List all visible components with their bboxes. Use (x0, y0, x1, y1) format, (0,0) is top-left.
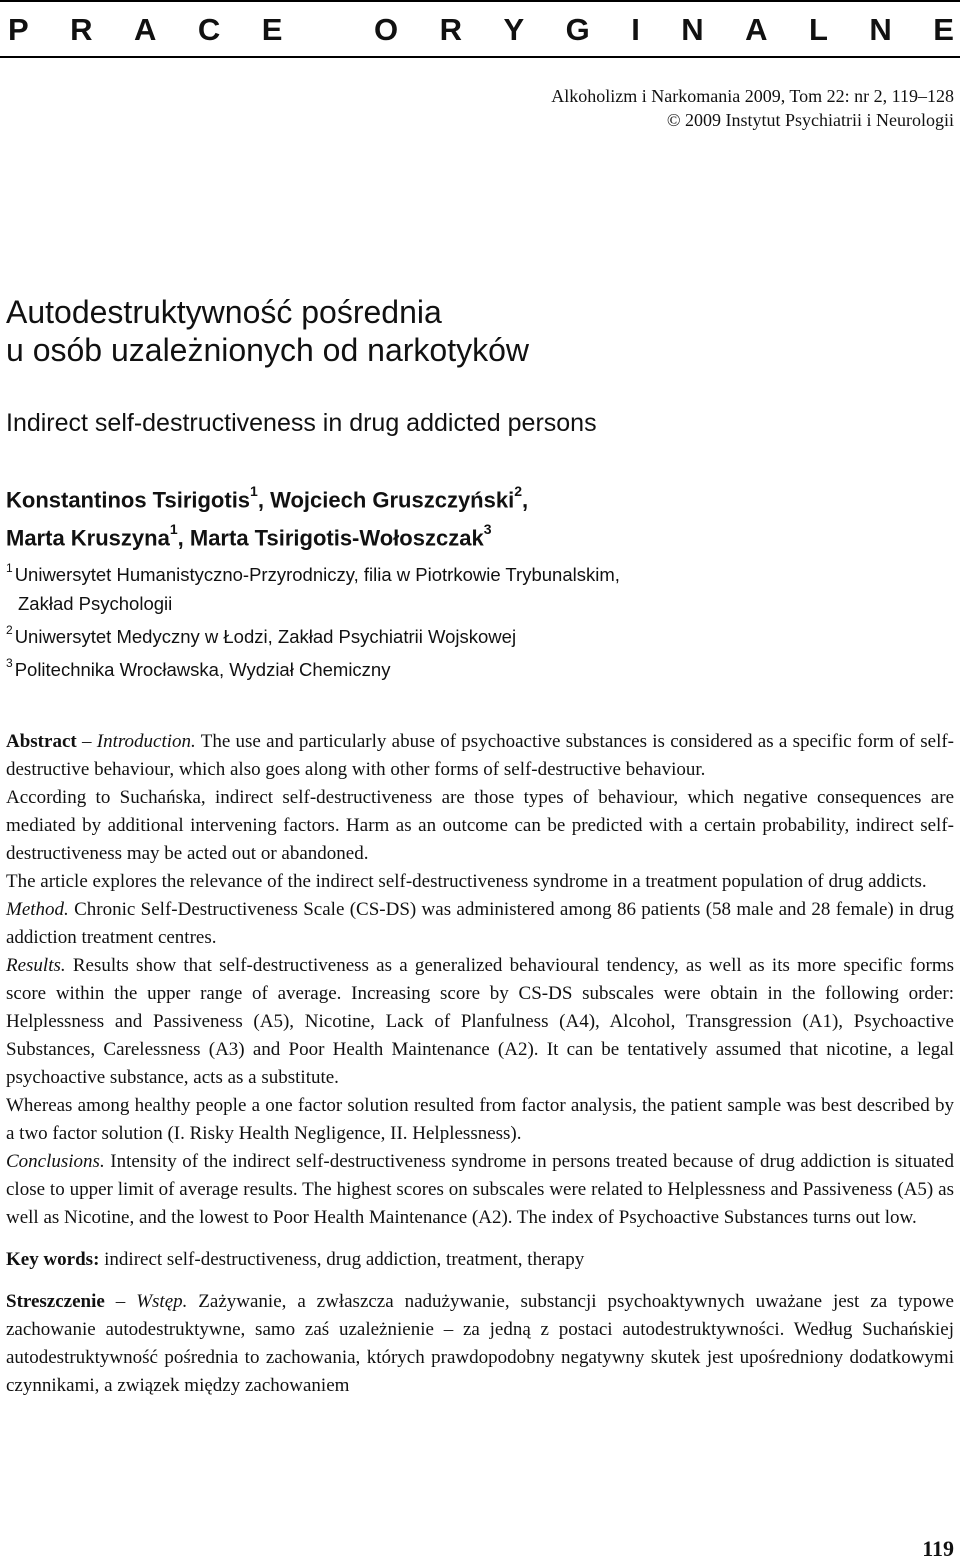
section-letter: E (261, 12, 283, 47)
section-letter: O (373, 12, 399, 47)
streszczenie-paragraph (6, 1288, 954, 1400)
section-letter: Y (503, 12, 525, 47)
abstract-dash: – (76, 731, 97, 752)
affiliation-text: Uniwersytet Medyczny w Łodzi, Zakład Psychiatrii Wojskowej (14, 626, 517, 648)
method-text: Chronic Self-Destructiveness Scale (CS-DS) was administered among 86 patients (58 male and 28 female) in drug addiction treatment centres. (6, 899, 954, 948)
affiliation-number: 3 (6, 656, 13, 671)
abstract (6, 728, 954, 1400)
author-name: Konstantinos Tsirigotis (6, 487, 251, 513)
method-label: Method. (6, 899, 69, 920)
author-list (6, 478, 906, 555)
page-number: 119 (922, 1536, 954, 1561)
abstract-intro-paragraph (6, 728, 954, 784)
affiliation-text: Uniwersytet Humanistyczno-Przyrodniczy, filia w Piotrkowie Trybunalskim, (14, 564, 620, 586)
author-affiliation-mark: 1 (169, 521, 178, 538)
affiliation-text: Politechnika Wrocławska, Wydział Chemiczny (14, 659, 391, 681)
author-name: Marta Tsirigotis-Wołoszczak (189, 525, 484, 551)
section-label (8, 13, 954, 47)
conclusions-label: Conclusions. (6, 1151, 105, 1172)
journal-info (551, 84, 954, 132)
section-letter-gap (324, 13, 333, 47)
section-letter: G (565, 12, 590, 47)
conclusions-text: Intensity of the indirect self-destructiveness syndrome in persons treated because of drug addiction is situated close to upper limit of average results. The highest scores on subscales were related to Helplessness and Passiveness (A5) as well as Nicotine, and the lowest to Poor Health Maintenance (A2). The index of Psychoactive Substances turns out low. (6, 1151, 954, 1228)
affiliation-list (6, 556, 906, 684)
keywords (6, 1246, 954, 1274)
results-text: Results show that self-destructiveness as a generalized behavioural tendency, as well as its more specific forms score within the upper range of average. Increasing score by CS-DS subscales were obtain in the following order: Helplessness and Passiveness (A5), Nicotine, Lack of Planfulness (A4), Alcohol, Transgression (A1), Psychoactive Substances, Carelessness (A3) and Poor Health Maintenance (A2). It can be tentatively assumed that nicotine, a legal psychoactive substance, acts as a substitute. (6, 955, 954, 1088)
article-title (6, 293, 906, 369)
affiliation-number: 1 (6, 561, 13, 575)
journal-copyright: © 2009 Instytut Psychiatrii i Neurologii (666, 110, 954, 130)
author-affiliation-mark: 2 (514, 483, 523, 499)
abstract-paragraph: The article explores the relevance of the indirect self-destructiveness syndrome in a treatment population of drug addicts. (6, 871, 927, 892)
section-letter: C (197, 12, 221, 47)
affiliation-item (6, 556, 906, 589)
section-letter: R (439, 12, 462, 47)
section-letter: E (933, 12, 954, 47)
section-letter: N (681, 12, 704, 47)
conclusions-paragraph (6, 1148, 954, 1232)
affiliation-item (6, 651, 906, 684)
streszczenie-text: Zażywanie, a zwłaszcza nadużywanie, substancji psychoaktywnych uważane jest za typowe zachowanie autodestruktywne, samo zaś uzależnienie – za jedną z postaci autodestruktywności. Według Suchańskiej autodestruktywność pośrednia to zachowania, których prawdopodobny negatywny skutek jest upośredniony dodatkowymi czynnikami, a związek między zachowaniem (6, 1291, 954, 1396)
section-letter: N (869, 12, 892, 47)
author-name: Marta Kruszyna (6, 525, 170, 551)
author-affiliation-mark: 1 (250, 483, 258, 499)
author-line-2 (6, 516, 906, 554)
article-subtitle: Indirect self-destructiveness in drug addicted persons (6, 409, 597, 437)
author-separator: , (257, 487, 271, 513)
abstract-label: Abstract (6, 731, 77, 752)
author-affiliation-mark: 3 (483, 521, 492, 538)
keywords-label: Key words: (6, 1249, 100, 1270)
abstract-paragraph: Whereas among healthy people a one factor solution resulted from factor analysis, the patient sample was best described by a two factor solution (I. Risky Health Negligence, II. Helplessness). (6, 1095, 954, 1144)
section-letter: R (70, 12, 93, 47)
section-banner (0, 0, 960, 58)
author-name: Wojciech Gruszczyński (270, 487, 515, 513)
author-separator: , (177, 525, 190, 551)
results-label: Results. (6, 955, 66, 976)
keywords-text: indirect self-destructiveness, drug addiction, treatment, therapy (99, 1249, 585, 1270)
affiliation-number: 2 (6, 623, 13, 638)
streszczenie-dash: – (104, 1291, 137, 1312)
section-letter: P (8, 12, 29, 47)
affiliation-item (6, 618, 906, 651)
wstep-label: Wstęp. (136, 1291, 188, 1312)
title-line-2: u osób uzależnionych od narkotyków (6, 332, 529, 368)
author-line-1 (6, 478, 906, 516)
section-letter: A (745, 12, 768, 47)
journal-citation: Alkoholizm i Narkomania 2009, Tom 22: nr 2, 119–128 (551, 86, 954, 106)
author-separator: , (522, 487, 529, 513)
method-paragraph (6, 896, 954, 952)
results-paragraph (6, 952, 954, 1092)
streszczenie-label: Streszczenie (6, 1291, 105, 1312)
introduction-label: Introduction. (96, 731, 196, 752)
affiliation-item-continued: Zakład Psychologii (18, 593, 173, 615)
abstract-paragraph: According to Suchańska, indirect self-destructiveness are those types of behaviour, which negative consequences are mediated by additional intervening factors. Harm as an outcome can be predicted with a certain probability, indirect self-destructiveness may be acted out or abandoned. (6, 787, 954, 864)
section-letter: I (631, 12, 640, 47)
section-letter: A (134, 12, 157, 47)
section-letter: L (809, 12, 828, 47)
introduction-text: The use and particularly abuse of psychoactive substances is considered as a specific form of self-destructive behaviour, which also goes along with other forms of self-destructive behaviour. (6, 731, 955, 780)
title-line-1: Autodestruktywność pośrednia (6, 294, 442, 330)
